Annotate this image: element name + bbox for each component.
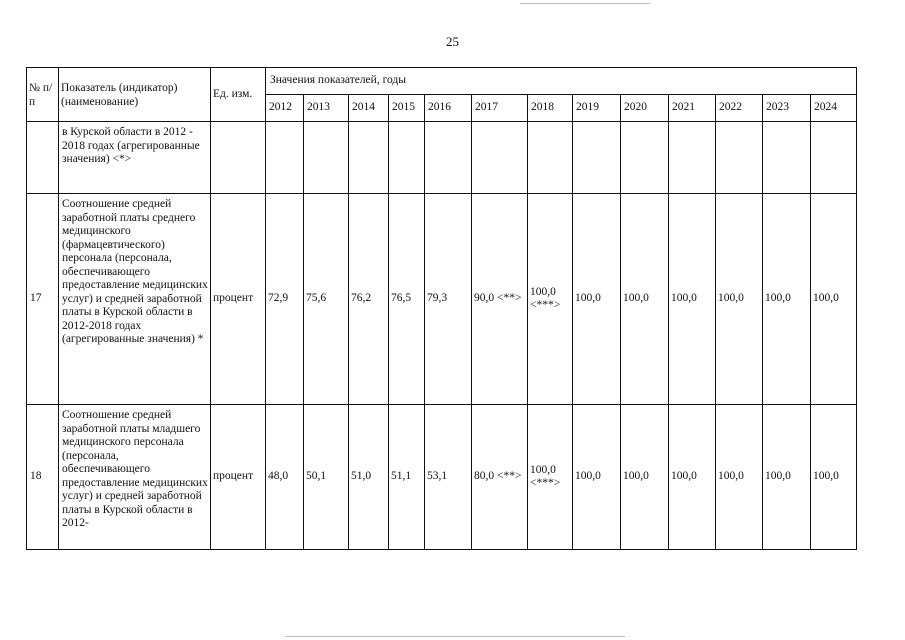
header-indicator: Показатель (индикатор) (наименование) xyxy=(59,68,211,122)
header-year: 2014 xyxy=(349,95,389,122)
header-year: 2019 xyxy=(573,95,621,122)
row-value xyxy=(669,122,716,194)
row-value xyxy=(528,122,573,194)
header-year: 2018 xyxy=(528,95,573,122)
header-unit: Ед. изм. xyxy=(211,68,266,122)
row-value: 51,1 xyxy=(389,405,425,550)
scan-artifact-top xyxy=(520,3,650,4)
row-value: 48,0 xyxy=(266,405,304,550)
header-year: 2021 xyxy=(669,95,716,122)
row-value: 75,6 xyxy=(304,194,349,405)
row-value: 50,1 xyxy=(304,405,349,550)
row-value xyxy=(389,122,425,194)
row-value: 100,0 xyxy=(811,194,857,405)
row-value: 100,0 xyxy=(669,194,716,405)
row-value xyxy=(472,122,528,194)
page-number: 25 xyxy=(446,34,459,49)
row-value: 51,0 xyxy=(349,405,389,550)
row-indicator: в Курской области в 2012 - 2018 годах (агрегированные значения) <*> xyxy=(59,122,211,194)
row-value: 76,5 xyxy=(389,194,425,405)
table-row xyxy=(27,194,857,405)
row-value xyxy=(425,122,472,194)
row-value: 100,0 xyxy=(573,194,621,405)
row-value: 72,9 xyxy=(266,194,304,405)
header-year: 2016 xyxy=(425,95,472,122)
row-value: 80,0 <**> xyxy=(472,405,528,550)
row-value: 76,2 xyxy=(349,194,389,405)
header-values-group: Значения показателей, годы xyxy=(266,68,857,95)
row-value: 100,0 xyxy=(621,405,669,550)
row-value: 100,0 xyxy=(763,405,811,550)
header-year: 2012 xyxy=(266,95,304,122)
row-value xyxy=(573,122,621,194)
row-value xyxy=(621,122,669,194)
header-year: 2015 xyxy=(389,95,425,122)
header-year: 2017 xyxy=(472,95,528,122)
header-no: № п/п xyxy=(27,68,59,122)
header-year: 2013 xyxy=(304,95,349,122)
scan-artifact-bottom xyxy=(285,636,625,637)
row-value: 100,0 xyxy=(716,405,763,550)
indicators-table xyxy=(26,67,857,550)
row-value xyxy=(763,122,811,194)
row-value: 100,0 xyxy=(811,405,857,550)
row-value: 100,0 xyxy=(763,194,811,405)
header-year: 2024 xyxy=(811,95,857,122)
row-number: 18 xyxy=(27,405,59,550)
row-number: 17 xyxy=(27,194,59,405)
header-year: 2020 xyxy=(621,95,669,122)
header-year: 2023 xyxy=(763,95,811,122)
table-row xyxy=(27,122,857,194)
row-value: 100,0 xyxy=(621,194,669,405)
row-value xyxy=(349,122,389,194)
row-value xyxy=(266,122,304,194)
header-row-top xyxy=(27,68,857,95)
row-value xyxy=(811,122,857,194)
header-year: 2022 xyxy=(716,95,763,122)
row-unit: процент xyxy=(211,194,266,405)
row-value xyxy=(304,122,349,194)
row-value: 100,0 xyxy=(716,194,763,405)
row-value: 100,0 <***> xyxy=(528,405,573,550)
row-unit xyxy=(211,122,266,194)
row-unit: процент xyxy=(211,405,266,550)
table-row xyxy=(27,405,857,550)
row-value: 53,1 xyxy=(425,405,472,550)
row-value: 100,0 xyxy=(573,405,621,550)
row-value: 100,0 <***> xyxy=(528,194,573,405)
row-value: 100,0 xyxy=(669,405,716,550)
row-indicator: Соотношение средней заработной платы среднего медицинского (фармацевтического) персонала (персонала, обеспечивающего предоставление медицинских услуг) и средней заработной платы в Курской области в 2012-2018 годах (агрегированные значения) * xyxy=(59,194,211,405)
row-value xyxy=(716,122,763,194)
row-number xyxy=(27,122,59,194)
row-value: 90,0 <**> xyxy=(472,194,528,405)
row-indicator: Соотношение средней заработной платы младшего медицинского персонала (персонала, обеспечивающего предоставление медицинских услуг) и средней заработной платы в Курской области в 2012- xyxy=(59,405,211,550)
row-value: 79,3 xyxy=(425,194,472,405)
